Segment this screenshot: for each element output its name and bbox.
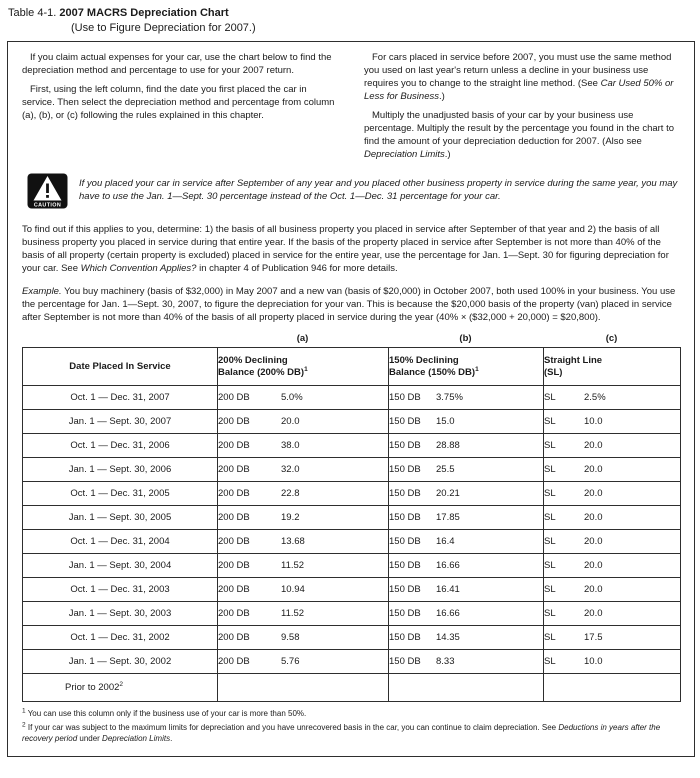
straight-line-cell: SL 20.0 xyxy=(544,578,681,602)
straight-line-cell: SL 2.5% xyxy=(544,386,681,410)
date-placed-in-service-cell: Prior to 2002$^2$ xyxy=(23,674,218,702)
macrs-table-body xyxy=(23,386,681,702)
date-placed-in-service-cell: Jan. 1 — Sept. 30, 2005 xyxy=(23,506,218,530)
declining-balance-200-cell: 200 DB 9.58 xyxy=(218,626,389,650)
declining-balance-150-cell: 150 DB 8.33 xyxy=(389,650,544,674)
intro-left-paragraph-2: First, using the left column, find the date you first placed the car in service. Then select the depreciation method and percentage from column (a), (b), or (c) following the rules explained in this chapter. xyxy=(22,84,335,121)
straight-line-cell: SL 10.0 xyxy=(544,650,681,674)
date-placed-in-service-cell: Oct. 1 — Dec. 31, 2004 xyxy=(23,530,218,554)
table-row xyxy=(23,578,681,602)
table-row xyxy=(23,506,681,530)
date-placed-in-service-cell: Jan. 1 — Sept. 30, 2007 xyxy=(23,410,218,434)
table-number: Table 4-1. xyxy=(8,7,57,19)
example-paragraph: Example. You buy machinery (basis of $32,000) in May 2007 and a new van (basis of $20,000) in October 2007, both used 100% in your business. You use the percentage for Jan. 1—Sept. 30, 2007, to figure the depreciation for your van. This is because the $20,000 basis of the property (van) placed in service after September is not more than 40% of the basis of all property placed in service during the year (40% × ($32,000 + 20,000) = $20,800). xyxy=(22,285,676,323)
declining-balance-200-cell: 200 DB 10.94 xyxy=(218,578,389,602)
intro-right-column xyxy=(364,51,679,167)
caution-note xyxy=(27,173,680,214)
declining-balance-150-cell: 150 DB 20.21 xyxy=(389,482,544,506)
straight-line-cell: SL 20.0 xyxy=(544,554,681,578)
declining-balance-200-cell: 200 DB 5.76 xyxy=(218,650,389,674)
cross-reference: Depreciation Limits xyxy=(102,734,171,743)
declining-balance-200-cell: 200 DB 20.0 xyxy=(218,410,389,434)
column-letter-a: (a) xyxy=(296,333,309,344)
footnotes-section xyxy=(22,708,680,744)
date-placed-in-service-cell: Jan. 1 — Sept. 30, 2004 xyxy=(23,554,218,578)
table-title-main: 2007 MACRS Depreciation Chart xyxy=(59,7,229,19)
example-label: Example. xyxy=(22,285,62,297)
date-placed-in-service-cell: Oct. 1 — Dec. 31, 2006 xyxy=(23,434,218,458)
date-placed-in-service-cell: Oct. 1 — Dec. 31, 2007 xyxy=(23,386,218,410)
find-out-paragraph: To find out if this applies to you, determine: 1) the basis of all business property you placed in service after September of that year and 2) the basis of all business property you placed in service during that entire year. If the basis of the property placed in service after September is not more than 40% of the basis of all property (certain property is excluded) placed in service for the entire year, use the percentage for Jan. 1—Sept. 30 for figuring depreciation for your car. See Which Convention Applies? in chapter 4 of Publication 946 for more details. xyxy=(22,224,669,274)
intro-section xyxy=(22,51,680,167)
header-150-declining-balance: 150% Declining Balance (150% DB)$^1$ xyxy=(389,348,544,386)
date-placed-in-service-cell: Oct. 1 — Dec. 31, 2005 xyxy=(23,482,218,506)
declining-balance-200-cell xyxy=(218,674,389,702)
cross-reference: Depreciation Limits xyxy=(364,149,445,160)
declining-balance-200-cell: 200 DB 11.52 xyxy=(218,602,389,626)
table-subtitle: (Use to Figure Depreciation for 2007.) xyxy=(71,22,256,34)
straight-line-cell: SL 20.0 xyxy=(544,506,681,530)
footnote-1: $^1$ You can use this column only if the business use of your car is more than 50%. xyxy=(22,707,307,718)
column-letter-c: (c) xyxy=(605,333,618,344)
declining-balance-150-cell: 150 DB 3.75% xyxy=(389,386,544,410)
declining-balance-150-cell: 150 DB 16.41 xyxy=(389,578,544,602)
table-row xyxy=(23,650,681,674)
cross-reference: Car Used 50% or Less for Business xyxy=(364,78,674,102)
table-row xyxy=(23,674,681,702)
table-header-row xyxy=(23,348,681,386)
intro-left-column xyxy=(22,51,337,167)
cross-reference: Deductions in years after the recovery period xyxy=(22,723,661,743)
document-title xyxy=(8,6,700,36)
declining-balance-150-cell: 150 DB 16.4 xyxy=(389,530,544,554)
straight-line-cell xyxy=(544,674,681,702)
declining-balance-150-cell: 150 DB 25.5 xyxy=(389,458,544,482)
straight-line-cell: SL 20.0 xyxy=(544,482,681,506)
header-200-declining-balance: 200% Declining Balance (200% DB)$^1$ xyxy=(218,348,389,386)
letters-spacer xyxy=(22,333,217,345)
straight-line-cell: SL 20.0 xyxy=(544,602,681,626)
footnote-2: $^2$ If your car was subject to the maximum limits for depreciation and you have unrecovered basis in the car, you can continue to claim depreciation. See Deductions in years after the recovery period under Depreciation Limits. xyxy=(22,721,661,743)
straight-line-cell: SL 10.0 xyxy=(544,410,681,434)
declining-balance-200-cell: 200 DB 5.0% xyxy=(218,386,389,410)
column-letters-row xyxy=(22,333,680,345)
table-title xyxy=(8,6,700,21)
table-row xyxy=(23,554,681,578)
intro-left-paragraph-1: If you claim actual expenses for your car, use the chart below to find the depreciation method and percentage to use for your 2007 return. xyxy=(22,52,332,76)
footnote-marker: 2 xyxy=(119,680,124,688)
declining-balance-200-cell: 200 DB 19.2 xyxy=(218,506,389,530)
table-row xyxy=(23,530,681,554)
declining-balance-150-cell: 150 DB 14.35 xyxy=(389,626,544,650)
column-letter-b: (b) xyxy=(459,333,472,344)
svg-text:CAUTION: CAUTION xyxy=(33,202,62,209)
chart-box xyxy=(7,41,695,757)
header-date-placed-in-service: Date Placed In Service xyxy=(23,348,218,386)
straight-line-cell: SL 20.0 xyxy=(544,458,681,482)
declining-balance-150-cell: 150 DB 16.66 xyxy=(389,602,544,626)
date-placed-in-service-cell: Oct. 1 — Dec. 31, 2003 xyxy=(23,578,218,602)
date-placed-in-service-cell: Jan. 1 — Sept. 30, 2003 xyxy=(23,602,218,626)
date-placed-in-service-cell: Jan. 1 — Sept. 30, 2006 xyxy=(23,458,218,482)
straight-line-cell: SL 17.5 xyxy=(544,626,681,650)
table-row xyxy=(23,434,681,458)
table-row xyxy=(23,626,681,650)
caution-text: If you placed your car in service after September of any year and you placed other business property in service during the same year, you may have to use the Jan. 1—Sept. 30 percentage instead of the Oct. 1—Dec. 31 percentage for your car. xyxy=(79,178,678,202)
caution-icon xyxy=(27,173,68,214)
declining-balance-200-cell: 200 DB 13.68 xyxy=(218,530,389,554)
table-row xyxy=(23,458,681,482)
table-row xyxy=(23,482,681,506)
table-row xyxy=(23,386,681,410)
header-straight-line: Straight Line (SL) xyxy=(544,348,681,386)
declining-balance-150-cell xyxy=(389,674,544,702)
intro-right-paragraph-1: For cars placed in service before 2007, you must use the same method you used on last year's return unless a decline in your business use requires you to change to the straight line method. (See Car Used 50% or Less for Business.) xyxy=(364,52,674,102)
declining-balance-200-cell: 200 DB 38.0 xyxy=(218,434,389,458)
footnote-marker: 1 xyxy=(304,365,308,373)
straight-line-cell: SL 20.0 xyxy=(544,434,681,458)
footnote-marker: 2 xyxy=(22,721,26,729)
straight-line-cell: SL 20.0 xyxy=(544,530,681,554)
declining-balance-150-cell: 150 DB 15.0 xyxy=(389,410,544,434)
declining-balance-200-cell: 200 DB 22.8 xyxy=(218,482,389,506)
footnote-marker: 1 xyxy=(475,365,479,373)
date-placed-in-service-cell: Jan. 1 — Sept. 30, 2002 xyxy=(23,650,218,674)
intro-right-paragraph-2: Multiply the unadjusted basis of your car by your business use percentage. Multiply the result by the percentage you found in the chart to find the amount of your depreciation deduction for 2007. (Also see Depreciation Limits.) xyxy=(364,110,674,160)
declining-balance-150-cell: 150 DB 17.85 xyxy=(389,506,544,530)
cross-reference: Which Convention Applies? xyxy=(80,263,197,274)
table-row xyxy=(23,410,681,434)
table-row xyxy=(23,602,681,626)
declining-balance-150-cell: 150 DB 28.88 xyxy=(389,434,544,458)
declining-balance-200-cell: 200 DB 11.52 xyxy=(218,554,389,578)
declining-balance-150-cell: 150 DB 16.66 xyxy=(389,554,544,578)
footnote-marker: 1 xyxy=(22,707,26,715)
date-placed-in-service-cell: Oct. 1 — Dec. 31, 2002 xyxy=(23,626,218,650)
declining-balance-200-cell: 200 DB 32.0 xyxy=(218,458,389,482)
macrs-depreciation-table xyxy=(22,347,681,702)
